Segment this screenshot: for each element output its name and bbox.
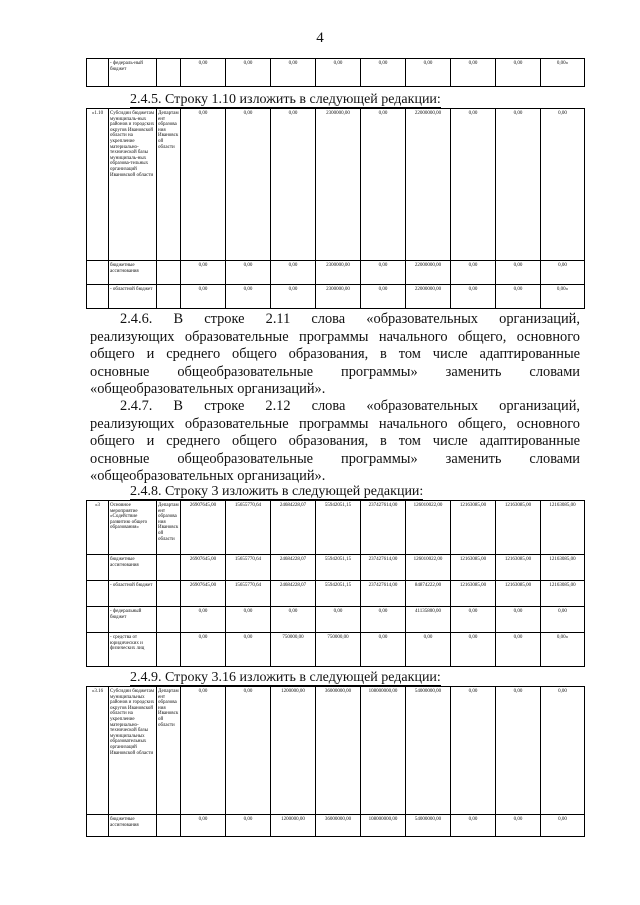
cell-value: 0,00	[271, 109, 316, 261]
cell-value: 0,00	[181, 59, 226, 87]
cell-value: 0,00	[361, 109, 406, 261]
table-row	[87, 815, 585, 837]
table-row	[87, 607, 585, 633]
cell-value: 750000,00	[271, 633, 316, 667]
cell-value: 0,00	[361, 59, 406, 87]
cell-code	[87, 815, 109, 837]
cell-value: 0,00	[181, 607, 226, 633]
cell-value: 0,00	[451, 815, 496, 837]
cell-value: 0,00	[496, 59, 541, 87]
cell-value: 0,00»	[541, 285, 585, 309]
cell-value: 12163085,00	[451, 555, 496, 581]
cell-value: 0,00	[496, 633, 541, 667]
cell-value: 0,00»	[541, 633, 585, 667]
paragraph-line: общего и среднего общего образования, в том числе адаптированные	[90, 346, 580, 363]
cell-code: «3	[87, 501, 109, 555]
cell-value: 22000000,00	[406, 261, 451, 285]
cell-value: 12163085,00	[496, 501, 541, 555]
cell-code	[87, 59, 109, 87]
cell-department	[157, 555, 181, 581]
cell-department: Департамент образования Ивановской области	[157, 501, 181, 555]
table-row	[87, 687, 585, 815]
cell-value: 0,00	[181, 687, 226, 815]
paragraph-line: «общеобразовательных организаций».	[90, 468, 326, 485]
cell-value: 108000000,00	[361, 687, 406, 815]
cell-value: 54000000,00	[406, 815, 451, 837]
cell-value: 0,00»	[541, 59, 585, 87]
cell-code: «3.16	[87, 687, 109, 815]
cell-value: 36000000,00	[316, 815, 361, 837]
paragraph-line: 2.4.7. В строке 2.12 слова «образовательных организаций,	[120, 398, 580, 414]
cell-value: 0,00	[181, 815, 226, 837]
cell-code	[87, 261, 109, 285]
cell-value: 15655770,64	[226, 501, 271, 555]
cell-value: 26907645,00	[181, 501, 226, 555]
cell-value: 0,00	[451, 59, 496, 87]
cell-department	[157, 607, 181, 633]
cell-value: 0,00	[451, 687, 496, 815]
paragraph-line: «общеобразовательных организаций».	[90, 381, 326, 398]
cell-description: - средства от юридических и физических лиц	[109, 633, 157, 667]
cell-description: Субсидии бюджетам муниципаль-ных районов и городских округов Ивановской области на укрепление материально-технической базы муниципаль-ных образова-тельных организаций Ивановской области	[109, 109, 157, 261]
cell-value: 0,00	[361, 633, 406, 667]
cell-department: Департамент образования Ивановской области	[157, 109, 181, 261]
cell-value: 0,00	[226, 633, 271, 667]
cell-value: 15655770,64	[226, 555, 271, 581]
cell-value: 2300000,00	[316, 109, 361, 261]
cell-value: 0,00	[316, 607, 361, 633]
cell-value: 0,00	[406, 59, 451, 87]
cell-value: 0,00	[226, 285, 271, 309]
cell-value: 22000000,00	[406, 109, 451, 261]
cell-description: бюджетные ассигнования	[109, 261, 157, 285]
paragraph-line: основные общеобразовательные программы» заменить словами	[90, 363, 580, 380]
cell-description: - федераль-ный бюджет	[109, 59, 157, 87]
heading-2-4-9: 2.4.9. Строку 3.16 изложить в следующей редакции:	[130, 670, 441, 685]
cell-value: 0,00	[271, 261, 316, 285]
cell-value: 36000000,00	[316, 687, 361, 815]
paragraph-2-4-7	[90, 398, 580, 486]
cell-value: 126010022,00	[406, 555, 451, 581]
table-row	[87, 285, 585, 309]
cell-value: 0,00	[496, 687, 541, 815]
cell-value: 22000000,00	[406, 285, 451, 309]
paragraph-line: реализующих образовательные программы начального общего, основного	[90, 328, 580, 345]
cell-value: 0,00	[361, 607, 406, 633]
cell-value: 55942051,15	[316, 501, 361, 555]
cell-value: 12163085,00	[541, 555, 585, 581]
cell-department	[157, 815, 181, 837]
cell-value: 2300000,00	[316, 261, 361, 285]
cell-value: 0,00	[541, 109, 585, 261]
cell-value: 0,00	[226, 687, 271, 815]
cell-value: 0,00	[496, 109, 541, 261]
cell-value: 12163085,00	[451, 501, 496, 555]
cell-value: 237427614,00	[361, 581, 406, 607]
cell-value: 0,00	[451, 109, 496, 261]
table-row	[87, 501, 585, 555]
cell-description: - областной бюджет	[109, 581, 157, 607]
cell-value: 1200000,00	[271, 815, 316, 837]
cell-value: 237427614,00	[361, 555, 406, 581]
cell-value: 0,00	[361, 261, 406, 285]
cell-value: 0,00	[496, 815, 541, 837]
cell-value: 24684228,07	[271, 555, 316, 581]
cell-value: 0,00	[181, 109, 226, 261]
table-row	[87, 555, 585, 581]
cell-department	[157, 633, 181, 667]
cell-value: 0,00	[541, 815, 585, 837]
cell-department	[157, 59, 181, 87]
cell-value: 237427614,00	[361, 501, 406, 555]
cell-value: 0,00	[451, 261, 496, 285]
cell-value: 15655770,64	[226, 581, 271, 607]
cell-description: Основное мероприятие «Содействие развитию общего образования»	[109, 501, 157, 555]
heading-2-4-5: 2.4.5. Строку 1.10 изложить в следующей редакции:	[130, 92, 441, 107]
cell-department	[157, 581, 181, 607]
table-row	[87, 59, 585, 87]
cell-value: 24684228,07	[271, 581, 316, 607]
table-row	[87, 633, 585, 667]
cell-value: 54000000,00	[406, 687, 451, 815]
cell-code: «1.10	[87, 109, 109, 261]
cell-value: 24684228,07	[271, 501, 316, 555]
cell-value: 41135800,00	[406, 607, 451, 633]
table-row-1-10	[86, 108, 585, 309]
table-row	[87, 109, 585, 261]
cell-value: 84874222,00	[406, 581, 451, 607]
cell-value: 0,00	[226, 109, 271, 261]
cell-value: 0,00	[226, 815, 271, 837]
cell-value: 0,00	[541, 607, 585, 633]
cell-value: 0,00	[181, 633, 226, 667]
cell-value: 0,00	[406, 633, 451, 667]
cell-value: 0,00	[271, 285, 316, 309]
cell-description: - областной бюджет	[109, 285, 157, 309]
cell-value: 0,00	[181, 285, 226, 309]
cell-value: 0,00	[541, 261, 585, 285]
cell-value: 1200000,00	[271, 687, 316, 815]
cell-value: 0,00	[316, 59, 361, 87]
cell-value: 0,00	[496, 285, 541, 309]
table-row	[87, 261, 585, 285]
cell-department	[157, 285, 181, 309]
cell-value: 0,00	[181, 261, 226, 285]
table-row-3	[86, 500, 585, 667]
cell-value: 0,00	[451, 285, 496, 309]
cell-value: 55942051,15	[316, 581, 361, 607]
page-number: 4	[316, 30, 324, 46]
cell-value: 0,00	[271, 59, 316, 87]
cell-value: 750000,00	[316, 633, 361, 667]
paragraph-2-4-6	[90, 311, 580, 399]
cell-value: 0,00	[496, 607, 541, 633]
cell-value: 55942051,15	[316, 555, 361, 581]
cell-description: бюджетные ассигнования	[109, 555, 157, 581]
cell-department	[157, 261, 181, 285]
cell-value: 0,00	[451, 607, 496, 633]
cell-code	[87, 607, 109, 633]
cell-value: 0,00	[226, 607, 271, 633]
cell-value: 12163085,00	[541, 581, 585, 607]
cell-value: 26907645,00	[181, 555, 226, 581]
cell-value: 0,00	[541, 687, 585, 815]
cell-code	[87, 285, 109, 309]
cell-value: 2300000,00	[316, 285, 361, 309]
cell-department: Департамент образования Ивановской области	[157, 687, 181, 815]
table-row	[87, 581, 585, 607]
cell-description: - федеральный бюджет	[109, 607, 157, 633]
cell-value: 0,00	[226, 59, 271, 87]
cell-value: 12163085,00	[541, 501, 585, 555]
paragraph-line: реализующих образовательные программы начального общего, основного	[90, 415, 580, 432]
cell-value: 108000000,00	[361, 815, 406, 837]
cell-code	[87, 555, 109, 581]
cell-description: бюджетные ассигнования	[109, 815, 157, 837]
paragraph-line: 2.4.6. В строке 2.11 слова «образовательных организаций,	[120, 311, 580, 327]
cell-value: 0,00	[226, 261, 271, 285]
cell-value: 12163085,00	[496, 555, 541, 581]
cell-code	[87, 633, 109, 667]
cell-code	[87, 581, 109, 607]
cell-value: 0,00	[451, 633, 496, 667]
cell-value: 12163085,00	[496, 581, 541, 607]
cell-value: 0,00	[271, 607, 316, 633]
cell-description: Субсидии бюджетам муниципальных районов и городских округов Ивановской области на укрепление материально-технической базы муниципальных образовательных организаций Ивановской области	[109, 687, 157, 815]
heading-2-4-8: 2.4.8. Строку 3 изложить в следующей редакции:	[130, 484, 424, 499]
cell-value: 126010022,00	[406, 501, 451, 555]
table-top-fragment	[86, 58, 585, 87]
cell-value: 12163085,00	[451, 581, 496, 607]
cell-value: 0,00	[361, 285, 406, 309]
paragraph-line: основные общеобразовательные программы» заменить словами	[90, 450, 580, 467]
table-row-3-16	[86, 686, 585, 837]
cell-value: 0,00	[496, 261, 541, 285]
cell-value: 26907645,00	[181, 581, 226, 607]
paragraph-line: общего и среднего общего образования, в том числе адаптированные	[90, 433, 580, 450]
